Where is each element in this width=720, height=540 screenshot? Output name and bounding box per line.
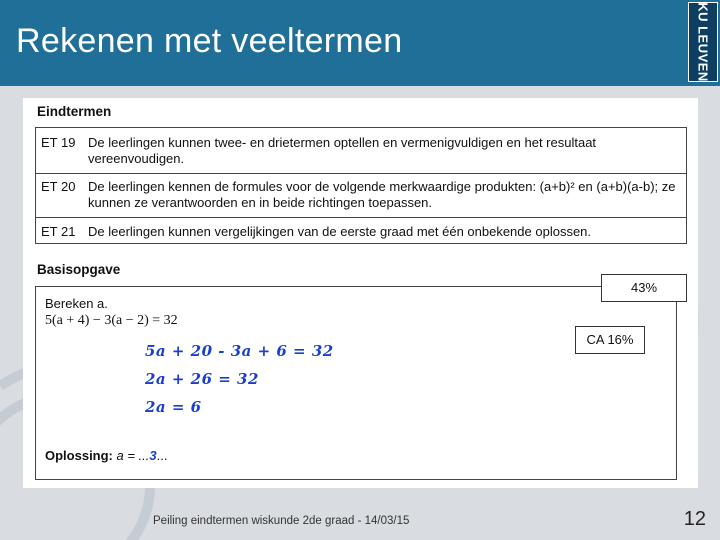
slide-header [0, 0, 720, 86]
ku-leuven-logo [688, 2, 718, 82]
slide-title: Rekenen met veeltermen [16, 22, 403, 60]
slide-content [23, 98, 698, 488]
et-text: De leerlingen kennen de formules voor de volgende merkwaardige produkten: (a+b)² en (a+b)(a-b); ze kunnen ze verantwoorden en in beide richtingen toepassen. [88, 179, 676, 210]
handwritten-step: 2a + 26 = 32 [145, 370, 259, 388]
task-prompt: Bereken a. [45, 296, 108, 311]
et-text: De leerlingen kunnen vergelijkingen van de eerste graad met één onbekende oplossen. [88, 224, 592, 239]
handwritten-step: 5a + 20 - 3a + 6 = 32 [145, 342, 334, 360]
basisopgave-heading: Basisopgave [37, 262, 121, 277]
page-number: 12 [683, 508, 706, 530]
row-divider [36, 173, 686, 174]
et-code: ET 20 [41, 179, 76, 194]
eindtermen-heading: Eindtermen [37, 104, 112, 119]
solution-line [45, 448, 167, 463]
et-text: De leerlingen kunnen twee- en drietermen optellen en vermenigvuldigen en het resultaat vereenvoudigen. [88, 135, 597, 166]
solution-variable: a = ... [116, 448, 150, 463]
handwritten-step: 2a = 6 [145, 398, 202, 416]
footer-text: Peiling eindtermen wiskunde 2de graad - 14/03/15 [153, 515, 410, 527]
solution-trail: ... [156, 448, 168, 463]
logo-text: KU LEUVEN [695, 2, 711, 82]
solution-value: 3 [149, 448, 157, 463]
score-percent-box: 43% [601, 274, 687, 302]
eindtermen-table [35, 127, 687, 244]
solution-label: Oplossing: [45, 448, 113, 463]
et-code: ET 21 [41, 224, 76, 239]
task-equation: 5(a + 4) − 3(a − 2) = 32 [45, 313, 178, 328]
ca-percent-box: CA 16% [575, 326, 645, 354]
et-code: ET 19 [41, 135, 76, 150]
row-divider [36, 217, 686, 218]
